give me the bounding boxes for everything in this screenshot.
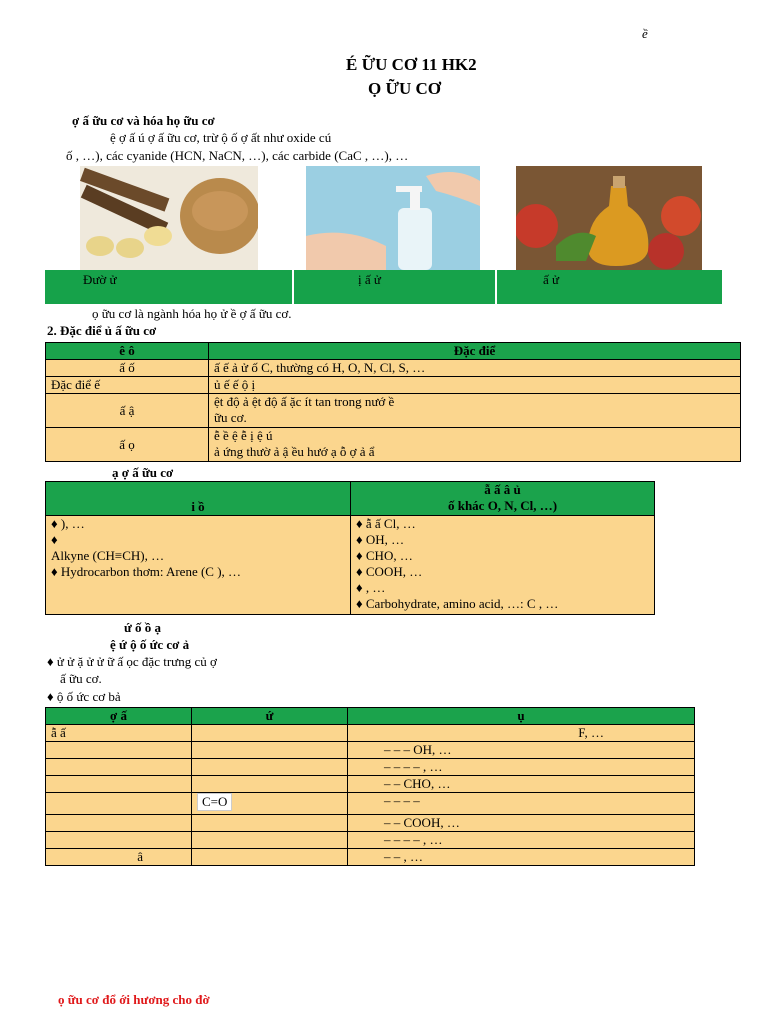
table1-header-2: Đặc điể [209, 343, 741, 360]
apple-vinegar-photo [516, 166, 702, 270]
section4-bullet1: ♦ ử ử ặ ử ử ữ ấ ọc đặc trưng củ ợ [47, 654, 217, 669]
table1-cell: ệt độ ả ệt độ ấ ặc ít tan trong nướ ề ữu cơ. [209, 394, 741, 428]
section2-heading: 2. Đặc điể ủ ấ ữu cơ [47, 323, 157, 338]
properties-table [45, 342, 741, 462]
list-item: ♦ COOH, … [356, 564, 423, 579]
list-item: ♦ CHO, … [356, 548, 413, 563]
table2-left-list [46, 516, 351, 615]
section1-line1: ệ ợ ấ ú ợ ấ ữu cơ, trừ ộ ố ợ ất như oxide cú [110, 130, 332, 145]
list-item: Alkyne (CH≡CH), … [51, 548, 165, 563]
list-item: ♦ , … [356, 580, 386, 595]
carbonyl-symbol: C=O [197, 793, 232, 811]
green-label-2-text: ị ấ ử [358, 272, 381, 287]
table-row [192, 725, 348, 742]
table1-cell: ấ ậ [46, 394, 209, 428]
section1-heading: ợ ấ ữu cơ và hóa họ ữu cơ [72, 113, 215, 128]
header-note: ề [642, 26, 648, 41]
green-label-1 [45, 270, 292, 304]
functional-groups-table [45, 707, 695, 866]
section1-line2: ố , …), các cyanide (HCN, NaCN, …), các carbide (CaC , …), … [66, 148, 409, 163]
table1-cell: ấ ọ [46, 428, 209, 462]
section4-bullet1b: ấ ữu cơ. [60, 671, 102, 686]
table-row: – – , … [348, 849, 695, 866]
table1-cell: ấ ế ả ử ố C, thường có H, O, N, Cl, S, … [209, 360, 741, 377]
table-row [192, 793, 348, 815]
section1-line3: ọ ữu cơ là ngành hóa họ ử ề ợ ấ ữu cơ. [92, 306, 292, 321]
list-item: ♦ ), … [51, 516, 85, 531]
table-row: ẫ ấ [46, 725, 192, 742]
table-row: – – – – [348, 793, 695, 815]
table1-cell: ủ ế ế ộ ị [209, 377, 741, 394]
table-row: – – – OH, … [348, 742, 695, 759]
table1-header-1: ê ô [46, 343, 209, 360]
table-row: â [46, 849, 192, 866]
table-row: – – CHO, … [348, 776, 695, 793]
green-label-3-text: ấ ử [543, 272, 560, 287]
green-label-3 [497, 270, 722, 304]
table1-cell: ấ ố [46, 360, 209, 377]
classification-table [45, 481, 655, 615]
list-item: ♦ Carbohydrate, amino acid, …: C , … [356, 596, 559, 611]
list-item: ♦ ẫ ấ Cl, … [356, 516, 416, 531]
list-item: ♦ Hydrocarbon thơm: Arene (C ), … [51, 564, 242, 579]
table3-header-1: ợ ấ [46, 708, 192, 725]
section3-heading: ạ ợ ấ ữu cơ [112, 465, 174, 480]
sugar-cane-photo [80, 166, 258, 270]
page-title: É ỮU CƠ 11 HK2 [346, 55, 477, 74]
list-item: ♦ OH, … [356, 532, 405, 547]
section4-heading: ứ ố ồ ạ [124, 620, 162, 635]
section4-bullet2: ♦ ộ ố ức cơ bả [47, 689, 121, 704]
table3-header-2: ứ [192, 708, 348, 725]
hand-sanitizer-photo [306, 166, 480, 270]
table-row: – – – – , … [348, 759, 695, 776]
table1-cell: ễ ề ệ ễ ị ệ ú ả ứng thườ ả ậ ều hướ ạ ỗ ợ ả ẩ [209, 428, 741, 462]
table2-header-2: ẫ ấ â ủ ố khác O, N, Cl, …) [351, 482, 655, 516]
green-label-2 [294, 270, 495, 304]
section4-line1: ệ ứ ộ ố ức cơ ả [110, 637, 190, 652]
footer-slogan: ọ ữu cơ đổ ới hương cho đờ [58, 992, 210, 1007]
table-row: F, … [348, 725, 695, 742]
table-row: – – – – , … [348, 832, 695, 849]
page-subtitle: Ọ ỮU CƠ [368, 79, 442, 98]
table3-header-3: ụ [348, 708, 695, 725]
table-row: – – COOH, … [348, 815, 695, 832]
table1-cell: Đặc điể ế [46, 377, 209, 394]
green-label-1-text: Đườ ử [83, 272, 117, 287]
list-item: ♦ [51, 532, 58, 547]
table2-header-1: i ồ [46, 482, 351, 516]
table2-right-list [351, 516, 655, 615]
